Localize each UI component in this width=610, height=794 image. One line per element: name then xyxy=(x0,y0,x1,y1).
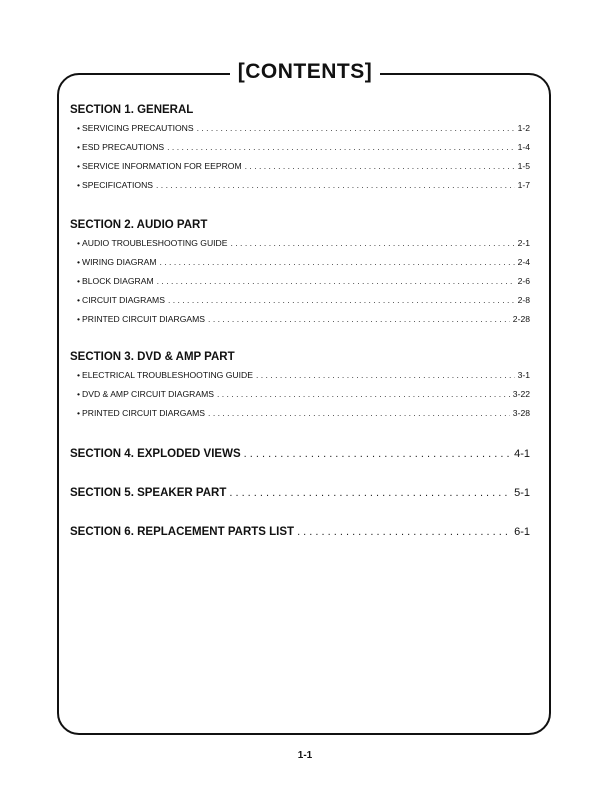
toc-entry-page: 3-28 xyxy=(512,408,530,418)
toc-entry[interactable] xyxy=(70,310,530,329)
toc-entry-page: 2-6 xyxy=(517,276,530,286)
toc-entry-label: BLOCK DIAGRAM xyxy=(82,276,154,286)
spacer xyxy=(70,502,530,523)
toc-entry-page: 1-7 xyxy=(517,180,530,190)
toc-entry-label: SERVICING PRECAUTIONS xyxy=(82,123,194,133)
toc-entry-label: CIRCUIT DIAGRAMS xyxy=(82,295,165,305)
toc-entry-label: WIRING DIAGRAM xyxy=(82,257,157,267)
toc-entry[interactable] xyxy=(70,291,530,310)
leader-dots xyxy=(160,253,515,272)
section-heading: SECTION 4. EXPLODED VIEWS xyxy=(70,448,241,460)
leader-dots xyxy=(208,310,510,329)
toc-entry-page: 1-5 xyxy=(517,161,530,171)
section-heading: SECTION 6. REPLACEMENT PARTS LIST xyxy=(70,526,295,538)
section-heading: SECTION 2. AUDIO PART xyxy=(70,219,208,231)
spacer xyxy=(70,195,530,216)
section-heading: SECTION 5. SPEAKER PART xyxy=(70,487,227,499)
toc-entry-page: 2-8 xyxy=(517,295,530,305)
toc-entry-page: 3-1 xyxy=(517,370,530,380)
section-exploded-views[interactable] xyxy=(70,445,530,463)
bullet: • xyxy=(77,142,81,152)
leader-dots xyxy=(208,404,510,423)
toc-entry-label: DVD & AMP CIRCUIT DIAGRAMS xyxy=(82,389,214,399)
toc-entry[interactable] xyxy=(70,119,530,138)
toc-entry-page: 2-4 xyxy=(517,257,530,267)
leader-dots xyxy=(229,484,511,502)
section-replacement-parts-list[interactable] xyxy=(70,523,530,541)
leader-dots xyxy=(231,234,515,253)
toc-entry[interactable] xyxy=(70,366,530,385)
toc-entry-page: 1-2 xyxy=(517,123,530,133)
bullet: • xyxy=(77,314,81,324)
section-heading: SECTION 1. GENERAL xyxy=(70,104,194,116)
leader-dots xyxy=(256,366,515,385)
toc-entry[interactable] xyxy=(70,138,530,157)
section-dvd-amp-part xyxy=(70,348,530,423)
title-wrap xyxy=(0,58,610,86)
bullet: • xyxy=(77,408,81,418)
section-page: 4-1 xyxy=(514,448,530,460)
bullet: • xyxy=(77,123,81,133)
toc-entry[interactable] xyxy=(70,253,530,272)
bullet: • xyxy=(77,370,81,380)
section-audio-part xyxy=(70,216,530,329)
toc-entry-label: PRINTED CIRCUIT DIARGAMS xyxy=(82,314,206,324)
toc-entry[interactable] xyxy=(70,157,530,176)
toc-entry-label: PRINTED CIRCUIT DIARGAMS xyxy=(82,408,206,418)
section-page: 6-1 xyxy=(514,526,530,538)
toc-content xyxy=(70,101,530,541)
toc-entry[interactable] xyxy=(70,176,530,195)
bullet: • xyxy=(77,276,81,286)
leader-dots xyxy=(197,119,515,138)
section-general xyxy=(70,101,530,195)
leader-dots xyxy=(245,157,515,176)
leader-dots xyxy=(168,291,515,310)
toc-entry-label: SPECIFICATIONS xyxy=(82,180,154,190)
spacer xyxy=(70,423,530,445)
bullet: • xyxy=(77,295,81,305)
leader-dots xyxy=(156,176,515,195)
leader-dots xyxy=(244,445,511,463)
bullet: • xyxy=(77,238,81,248)
bullet: • xyxy=(77,389,81,399)
leader-dots xyxy=(297,523,511,541)
section-heading: SECTION 3. DVD & AMP PART xyxy=(70,351,235,363)
leader-dots xyxy=(167,138,514,157)
spacer xyxy=(70,329,530,348)
toc-entry[interactable] xyxy=(70,404,530,423)
toc-entry[interactable] xyxy=(70,272,530,291)
leader-dots xyxy=(217,385,510,404)
toc-entry-label: AUDIO TROUBLESHOOTING GUIDE xyxy=(82,238,228,248)
toc-entry-label: ELECTRICAL TROUBLESHOOTING GUIDE xyxy=(82,370,253,380)
section-page: 5-1 xyxy=(514,487,530,499)
spacer xyxy=(70,463,530,484)
page-number: 1-1 xyxy=(297,750,313,761)
toc-entry-page: 3-22 xyxy=(512,389,530,399)
toc-entry[interactable] xyxy=(70,234,530,253)
section-speaker-part[interactable] xyxy=(70,484,530,502)
bullet: • xyxy=(77,180,81,190)
toc-entry-page: 2-28 xyxy=(512,314,530,324)
toc-entry[interactable] xyxy=(70,385,530,404)
bullet: • xyxy=(77,257,81,267)
toc-entry-page: 2-1 xyxy=(517,238,530,248)
bullet: • xyxy=(77,161,81,171)
page-title: [CONTENTS] xyxy=(230,58,381,86)
toc-entry-label: SERVICE INFORMATION FOR EEPROM xyxy=(82,161,242,171)
toc-entry-page: 1-4 xyxy=(517,142,530,152)
toc-entry-label: ESD PRECAUTIONS xyxy=(82,142,165,152)
leader-dots xyxy=(157,272,515,291)
